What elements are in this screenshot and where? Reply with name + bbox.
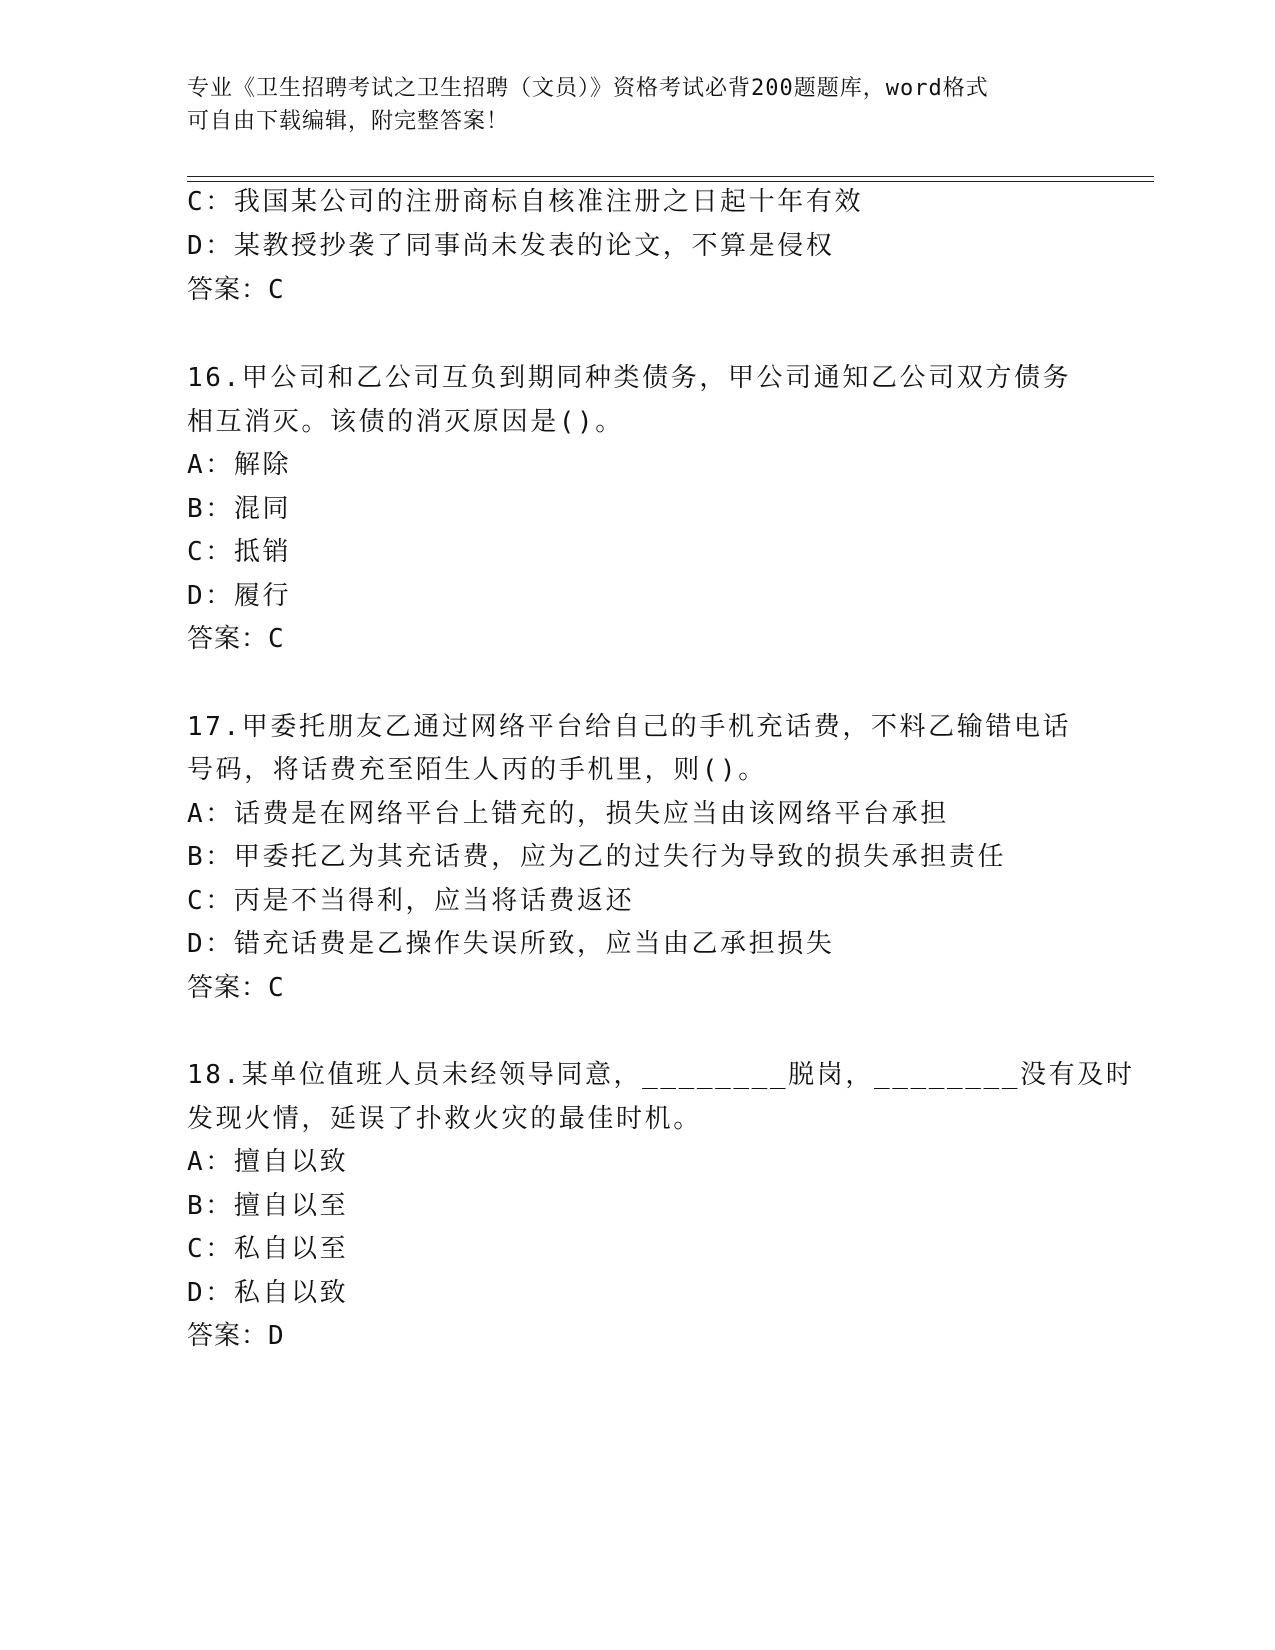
q17-option-a: A：话费是在网络平台上错充的，损失应当由该网络平台承担 [187,799,949,829]
q16-option-a: A：解除 [187,450,292,480]
q17-answer: 答案：C [187,973,285,1003]
q18-answer: 答案：D [187,1321,285,1351]
q16-stem-line2: 相互消灭。该债的消灭原因是()。 [187,407,624,437]
q16-stem-line1: 16.甲公司和乙公司互负到期同种类债务，甲公司通知乙公司双方债务 [187,363,1072,393]
header-title-line1: 专业《卫生招聘考试之卫生招聘（文员）》资格考试必背200题题库，word格式 [187,76,989,101]
q15-option-c: C：我国某公司的注册商标自核准注册之日起十年有效 [187,187,864,217]
q18-option-d: D：私自以致 [187,1278,349,1308]
q16-answer: 答案：C [187,624,285,654]
header-divider-top [187,176,1154,177]
q18-option-b: B：擅自以至 [187,1191,349,1221]
q18-option-a: A：擅自以致 [187,1147,349,1177]
document-header [187,72,1087,138]
q17-option-b: B：甲委托乙为其充话费，应为乙的过失行为导致的损失承担责任 [187,842,1007,872]
q16-option-d: D：履行 [187,581,292,611]
q15-answer: 答案：C [187,275,285,305]
q17-stem-line1: 17.甲委托朋友乙通过网络平台给自己的手机充话费，不料乙输错电话 [187,712,1072,742]
q17-option-c: C：丙是不当得利，应当将话费返还 [187,886,635,916]
q15-option-d: D：某教授抄袭了同事尚未发表的论文，不算是侵权 [187,231,835,261]
q18-stem-line2: 发现火情，延误了扑救火灾的最佳时机。 [187,1104,702,1134]
header-divider-bottom [187,181,1154,182]
q17-option-d: D：错充话费是乙操作失误所致，应当由乙承担损失 [187,929,835,959]
q16-option-c: C：抵销 [187,537,292,567]
header-title-line2: 可自由下载编辑，附完整答案！ [187,109,510,134]
q16-option-b: B：混同 [187,494,292,524]
q18-option-c: C：私自以至 [187,1234,349,1264]
q17-stem-line2: 号码，将话费充至陌生人丙的手机里，则()。 [187,755,767,785]
q18-stem-line1: 18.某单位值班人员未经领导同意，________脱岗，________没有及时 [187,1060,1135,1090]
